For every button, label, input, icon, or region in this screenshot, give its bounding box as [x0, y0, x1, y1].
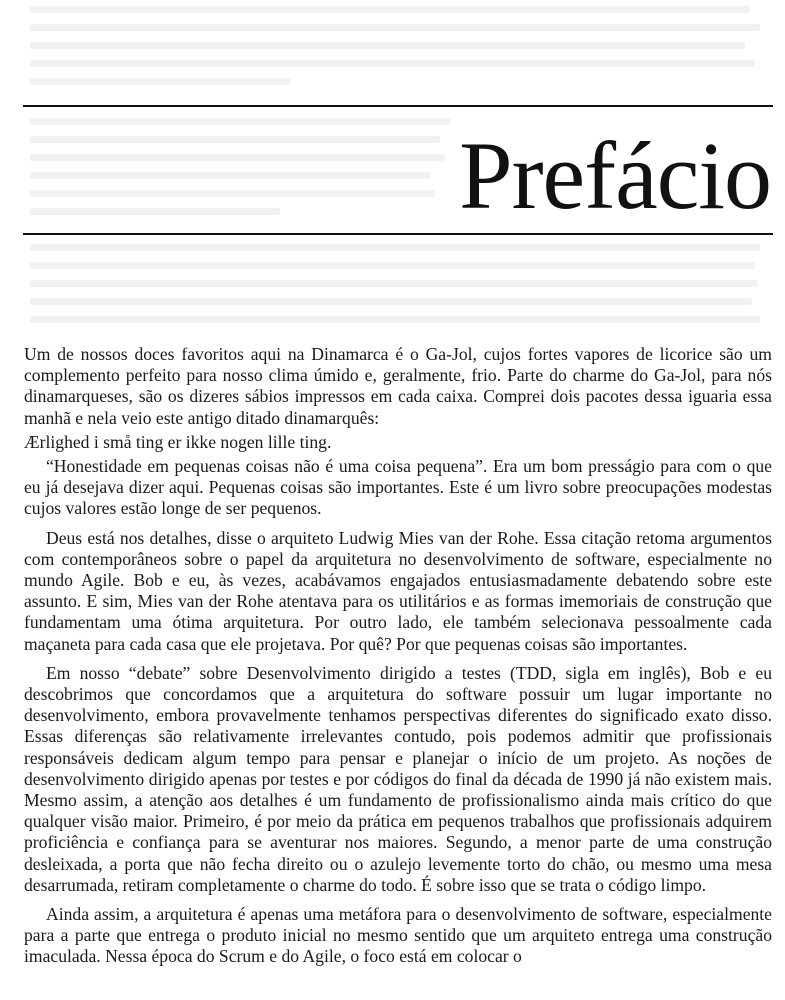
danish-saying: Ærlighed i små ting er ikke nogen lille ting.	[24, 431, 332, 452]
header-rule-bottom	[23, 233, 773, 235]
paragraph: “Honestidade em pequenas coisas não é uma coisa pequena”. Era um bom presságio para com o que eu já desejava dizer aqui. Pequenas coisas são importantes. Este é um livro sobre preocupações modestas cujos valores estão longe de ser pequenos.	[24, 456, 772, 519]
chapter-title: Prefácio	[459, 122, 771, 229]
paragraph: Ainda assim, a arquitetura é apenas uma metáfora para o desenvolvimento de software, especialmente para a parte que entrega o produto inicial no mesmo sentido que um arquiteto entrega uma construção imaculada. Nessa época do Scrum e do Agile, o foco está em colocar o	[24, 904, 772, 967]
paragraph: Em nosso “debate” sobre Desenvolvimento dirigido a testes (TDD, sigla em inglês), Bob e eu descobrimos que concordamos que a arquitetura do software possuir um lugar importante no desenvolvimento, embora provavelmente tenhamos perspectivas diferentes do significado exato disso. Essas diferenças são relativamente irrelevantes contudo, pois podemos admitir que profissionais responsáveis dedicam algum tempo para pensar e planejar o início de um projeto. As noções de desenvolvimento dirigido apenas por testes e por códigos do final da década de 1990 já não existem mais. Mesmo assim, a atenção aos detalhes é um fundamento de profissionalismo ainda mais crítico do que qualquer visão maior. Primeiro, é por meio da prática em pequenos trabalhos que profissionais adquirem proficiência e confiança para se aventurar nos maiores. Segundo, a menor parte de uma construção desleixada, a porta que não fecha direito ou o azulejo levemente torto do chão, ou mesmo uma mesa desarrumada, retiram completamente o charme do todo. É sobre isso que se trata o código limpo.	[24, 662, 772, 895]
paragraph: Deus está nos detalhes, disse o arquiteto Ludwig Mies van der Rohe. Essa citação retoma argumentos com contemporâneos sobre o papel da arquitetura no desenvolvimento de software, especialmente no mundo Agile. Bob e eu, às vezes, acabávamos engajados entusiasmadamente debatendo sobre este assunto. E sim, Mies van der Rohe atentava para os utilitários e as formas imemoriais de construção que fundamentam uma ótima arquitetura. Por outro lado, ele também selecionava pessoalmente cada maçaneta para cada casa que ele projetava. Por quê? Por que pequenas coisas são importantes.	[24, 527, 772, 654]
paragraph: Um de nossos doces favoritos aqui na Dinamarca é o Ga-Jol, cujos fortes vapores de licorice são um complemento perfeito para nosso clima úmido e, geralmente, frio. Parte do charme do Ga-Jol, para nós dinamarqueses, são os dizeres sábios impressos em cada caixa. Comprei dois pacotes dessa iguaria essa manhã e nela veio este antigo ditado dinamarquês:	[24, 344, 772, 428]
chapter-body	[24, 344, 772, 976]
header-rule-top	[23, 105, 773, 107]
